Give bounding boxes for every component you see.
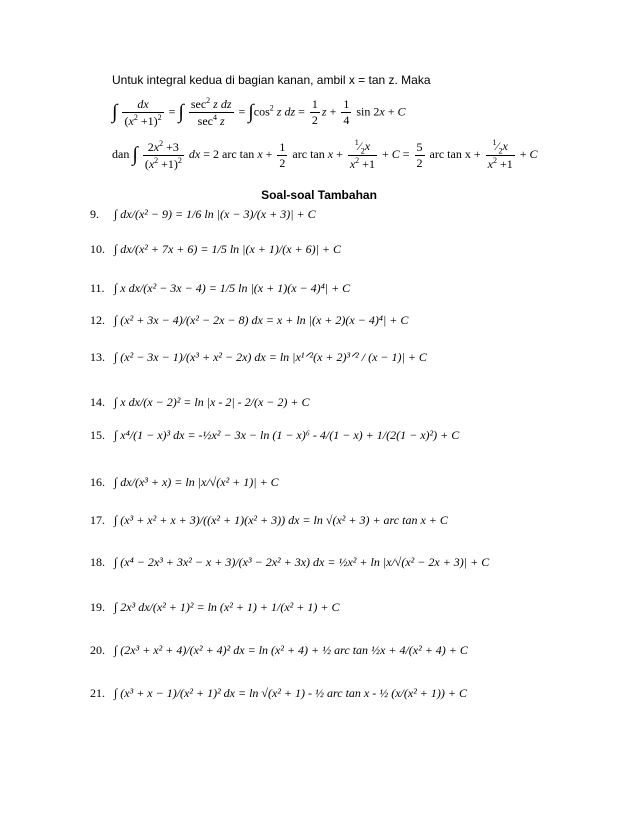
problem-expression: ∫ x dx/(x² − 3x − 4) = 1/5 ln |(x + 1)(x − 4)⁴| + C [114,281,351,295]
intro-equation-2: dan ∫ $\frac{2x^2 +3}{(x^2 +1)^2}$ dx = 2 arc tan x + $\frac{1}{2}$ arc tan x + $\frac{^1⁄_2x}{x^2 +1}$ + C = $\frac{5}{2}$ arc tan x + $\frac{^1⁄_2x}{x^2 +1}$ + C [112,138,538,172]
problem-item [90,395,310,410]
problem-number: 10. [90,242,105,256]
problem-item [90,475,279,490]
problem-item [90,242,341,257]
problem-number: 20. [90,643,105,657]
problem-number: 17. [90,513,105,527]
problem-number: 9. [90,207,99,221]
problem-item [90,207,316,222]
problem-number: 12. [90,313,105,327]
problem-number: 19. [90,600,105,614]
problem-item [90,313,408,328]
problem-number: 14. [90,395,105,409]
problem-expression: ∫ dx/(x² + 7x + 6) = 1/5 ln |(x + 1)/(x + 6)| + C [114,242,342,256]
problem-number: 15. [90,428,105,442]
problem-number: 18. [90,555,105,569]
problem-expression: ∫ (2x³ + x² + 4)/(x² + 4)² dx = ln (x² + 4) + ½ arc tan ½x + 4/(x² + 4) + C [114,643,468,657]
problem-item [90,281,350,296]
problem-number: 21. [90,686,105,700]
problem-expression: ∫ (x² − 3x − 1)/(x³ + x² − 2x) dx = ln |x¹ᐟ²(x + 2)³ᐟ² / (x − 1)| + C [114,350,427,364]
problem-expression: ∫ (x³ + x − 1)/(x² + 1)² dx = ln √(x² + 1) - ½ arc tan x - ½ (x/(x² + 1)) + C [114,686,467,700]
intro-text: Untuk integral kedua di bagian kanan, ambil x = tan z. Maka [112,73,431,87]
problem-item [90,428,459,443]
problem-expression: ∫ (x² + 3x − 4)/(x² − 2x − 8) dx = x + ln |(x + 2)(x − 4)⁴| + C [114,313,409,327]
problem-number: 13. [90,350,105,364]
problem-item [90,350,427,365]
problem-expression: ∫ dx/(x³ + x) = ln |x/√(x² + 1)| + C [114,475,279,489]
problem-expression: ∫ x⁴/(1 − x)³ dx = -½x² − 3x − ln (1 − x)⁶ - 4/(1 − x) + 1/(2(1 − x)²) + C [114,428,460,442]
problem-item [90,643,468,658]
problem-item [90,686,467,701]
problem-item [90,600,339,615]
problem-expression: ∫ x dx/(x − 2)² = ln |x - 2| - 2/(x − 2) + C [114,395,310,409]
problem-item [90,555,489,570]
problem-expression: ∫ 2x³ dx/(x² + 1)² = ln (x² + 1) + 1/(x² + 1) + C [114,600,340,614]
problem-expression: ∫ (x³ + x² + x + 3)/((x² + 1)(x² + 3)) dx = ln √(x² + 3) + arc tan x + C [114,513,448,527]
section-title: Soal-soal Tambahan [261,188,377,202]
intro-equation-1: ∫ $\frac{dx}{(x^2 +1)^2}$ = ∫ $\frac{\sec^2 z dz}{\sec^4 z}$ = $\int\cos^2$ z dz = $\frac{1}{2}$ z + $\frac{1}{4}$ sin 2x + C [112,96,406,128]
problem-number: 16. [90,475,105,489]
problem-expression: ∫ (x⁴ − 2x³ + 3x² − x + 3)/(x³ − 2x² + 3x) dx = ½x² + ln |x/√(x² − 2x + 3)| + C [114,555,490,569]
problem-number: 11. [90,281,105,295]
problem-item [90,513,448,528]
problem-expression: ∫ dx/(x² − 9) = 1/6 ln |(x − 3)/(x + 3)| + C [114,207,316,221]
